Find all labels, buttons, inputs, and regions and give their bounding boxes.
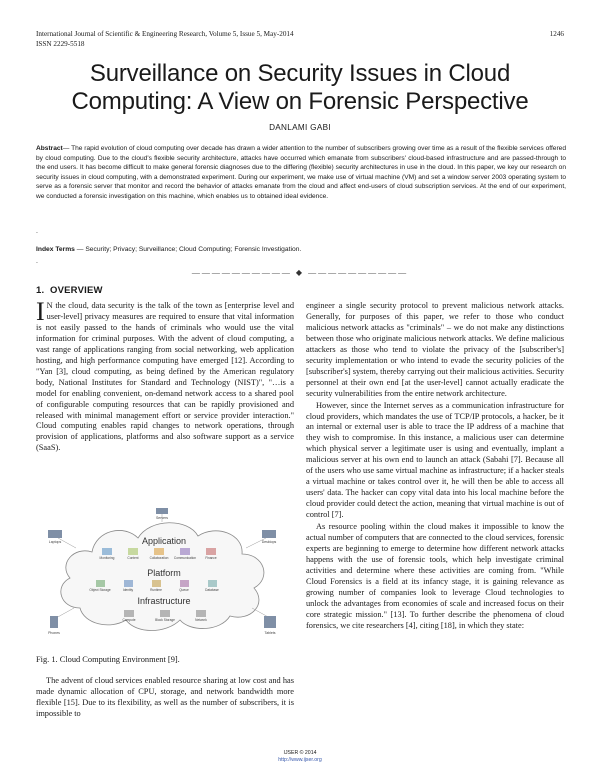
- device-tablets: Tablets: [264, 631, 276, 635]
- infra-block-storage: Block Storage: [155, 618, 175, 622]
- index-terms-end-dot: .: [36, 258, 38, 265]
- network-icon: [196, 610, 206, 617]
- servers-icon: [156, 508, 168, 514]
- identity-icon: [124, 580, 133, 587]
- communication-icon: [180, 548, 190, 555]
- monitoring-icon: [102, 548, 112, 555]
- platform-runtime: Runtime: [150, 588, 162, 592]
- layer-application: Application: [141, 536, 187, 546]
- paper-title: Surveillance on Security Issues in Cloud Computing: A View on Forensic Perspective: [71, 60, 529, 115]
- finance-icon: [206, 548, 216, 555]
- intro-paragraph: [36, 297, 294, 454]
- intro-paragraph-text: N the cloud, data security is the talk of the town as [enterprise level and user-level] privacy measures are required to ensure that vital information is not easily passed to the hands of criminals who would use the vital information for criminal purposes. With the advent of cloud computing, a vast range of applications ranging from social networking, web application hosting, and high performance computing have emerged [12]. According to "Yan [3], cloud computing, as being defined by the American regulatory body, National Institutes for Standard and Technology (NIST)", "…is a model for enabling convenient, on-demand network access to a shared pool of configurable computing resources that can be rapidly provisioned and released with minimal management effort or service provider interaction." Cloud computing enables rapid changes to network operations, through provision of applications, platforms and also software support as a service (SaaS).: [36, 301, 294, 453]
- abstract-dash: —: [62, 145, 72, 152]
- footer-url[interactable]: http://www.ijser.org: [278, 757, 322, 763]
- platform-queue: Queue: [179, 588, 189, 592]
- index-terms: [36, 245, 566, 254]
- app-finance: Finance: [205, 556, 217, 560]
- device-laptops: Laptops: [48, 540, 62, 544]
- section-title: OVERVIEW: [50, 285, 103, 296]
- desktop-icon: [262, 530, 276, 538]
- page-number: 1246: [549, 30, 564, 38]
- figure-caption: Fig. 1. Cloud Computing Environment [9].: [36, 655, 180, 664]
- page-footer: [0, 750, 600, 764]
- phone-icon: [50, 616, 58, 628]
- index-terms-dash: —: [74, 246, 86, 253]
- abstract: [36, 144, 566, 202]
- runtime-icon: [152, 580, 161, 587]
- device-desktops: Desktops: [261, 540, 277, 544]
- tablet-icon: [264, 616, 276, 628]
- footer-copyright: IJSER © 2014: [283, 750, 317, 756]
- device-servers: Servers: [155, 516, 169, 520]
- criminals-paragraph: engineer a single security protocol to prevent malicious network attacks. Generally, for purposes of this paper, we refer to those who conduct malicious network attacks as "criminals" – we do not make any distinctions between those who originate malicious network attacks. We define malicious attackers as those who tend to violate the privacy of the [subscriber's] security implementation or who intend to evade the security policies of the [subscriber's] system, thereby carrying out their malicious activities. Security personnel at their own end [at the user-level] cannot actually eradicate the security vulnerabilities from the entire network architecture.: [306, 301, 564, 398]
- platform-identity: Identity: [122, 588, 134, 592]
- app-collaboration: Collaboration: [149, 556, 169, 560]
- device-phones: Phones: [48, 631, 60, 635]
- forensics-paragraph: As resource pooling within the cloud makes it impossible to know the actual number of computers that are connected to the cloud services, forensic experts are beginning to emerge to determine how different network attacks happens with the use of forensic tools, which help investigate criminal activities and determine where these activities are coming from. "While Cloud Forensics is a field at its infancy stage, it is gaining relevance as growing number of companies look to leverage Cloud technologies to unlock the advantages from economies of scale and increased focus on their core strategic mission." [13]. To further describe the phenomena of cloud forensics, we cite researchers [4], citing [18], in which they state:: [306, 522, 564, 630]
- object-storage-icon: [96, 580, 105, 587]
- infra-network: Network: [195, 618, 207, 622]
- left-column-top: [36, 297, 294, 454]
- resource-sharing-paragraph: The advent of cloud services enabled resource sharing at low cost and has made dynamic allocation of CPU, storage, and network bandwidth more flexible [15]. Due to its flexibility, as well as the number of subscribers, it is impossible to: [36, 676, 294, 718]
- index-terms-text: Security; Privacy; Surveillance; Cloud Computing; Forensic Investigation.: [85, 246, 302, 253]
- app-monitoring: Monitoring: [99, 556, 115, 560]
- compute-icon: [124, 610, 134, 617]
- right-column: [306, 301, 564, 632]
- platform-object-storage: Object Storage: [89, 588, 111, 592]
- abstract-label: Abstract: [36, 145, 63, 152]
- left-column-bottom: [36, 676, 294, 720]
- collaboration-icon: [154, 548, 164, 555]
- laptop-icon: [48, 530, 62, 538]
- content-icon: [128, 548, 138, 555]
- infra-compute: Compute: [122, 618, 136, 622]
- database-icon: [208, 580, 217, 587]
- queue-icon: [180, 580, 189, 587]
- abstract-text: The rapid evolution of cloud computing over decade has drawn a wider attention to the number of subscribers growing over time as a result of the flexible services offered by cloud computing. Due to the cloud's flexible security architecture, attacks have occurred which emanate from subscribers' cloud-based infrastructure and are passed-through to the end users. It has become difficult to make general forensic diagnoses due to the differing (flexible) security architectures in use in the cloud. In this paper, we key our research on security issues in cloud computing, with a demonstrated experiment. During our experiment, we make use of virtual machine (VM) and set a window server 2003 operating system to serve as a forensic server that monitor and record the behavior of attacks emanate from the cloud and affect end-users of cloud subscription services. At the end of our experiment, we conducted a forensic investigation on this machine, which enables us to obtained ideal evidence.: [36, 145, 566, 200]
- tcpip-paragraph: However, since the Internet serves as a communication infrastructure for cloud providers, which mandates the use of TCP/IP protocols, a hacker, be it an internal or external user is able to trace the IP address of a machine that they wish to compromise. In this instance, a malicious user can determine which physical server a legitimate user is using and eventually, implant a malicious server at his own end to launch an attack (Sabahi [7]. Because all of the users who use same virtual machine as infrastructure; if a hacker steals a virtual machine or takes control over it, he will then be able to access all users' data. The hacker can copy vital data into his local machine before the cloud provider could detect the action, meaning that virtual machine is out of control [7].: [306, 400, 564, 520]
- abstract-end-dot: .: [36, 228, 38, 235]
- journal-line: International Journal of Scientific & Engineering Research, Volume 5, Issue 5, May-2014: [36, 30, 294, 38]
- drop-cap: I: [36, 297, 45, 326]
- block-storage-icon: [160, 610, 170, 617]
- section-heading: [36, 285, 103, 296]
- section-number: 1.: [36, 285, 45, 296]
- index-terms-label: Index Terms: [36, 246, 75, 253]
- section-divider: —————————— ◆ ——————————: [191, 268, 409, 277]
- app-content: Content: [127, 556, 139, 560]
- layer-platform: Platform: [147, 568, 181, 578]
- app-communication: Communication: [173, 556, 197, 560]
- platform-database: Database: [205, 588, 219, 592]
- author-name: DANLAMI GABI: [269, 123, 331, 132]
- cloud-computing-figure: [40, 508, 290, 642]
- issn-line: ISSN 2229-5518: [36, 40, 85, 48]
- running-header: [36, 29, 564, 49]
- layer-infrastructure: Infrastructure: [137, 596, 191, 606]
